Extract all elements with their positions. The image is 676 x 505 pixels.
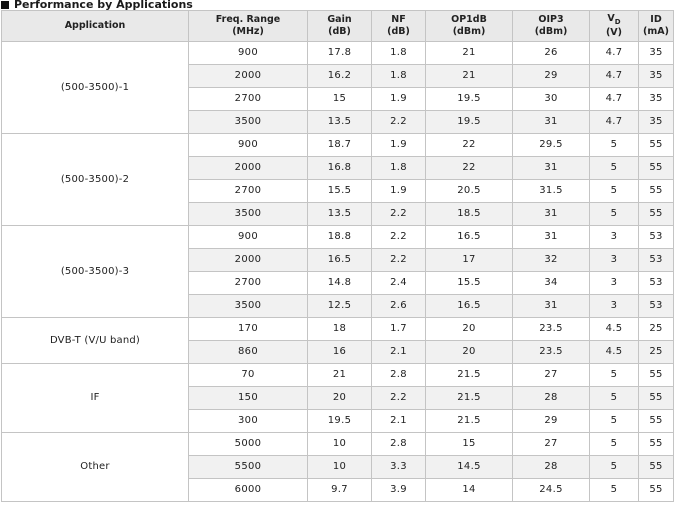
header-id-label: ID bbox=[650, 14, 662, 25]
op1db-cell: 21.5 bbox=[426, 387, 513, 410]
id-cell: 53 bbox=[639, 272, 674, 295]
id-cell: 55 bbox=[639, 364, 674, 387]
nf-cell: 1.8 bbox=[372, 65, 426, 88]
id-cell: 55 bbox=[639, 387, 674, 410]
oip3-cell: 23.5 bbox=[513, 341, 590, 364]
table-row bbox=[2, 318, 674, 341]
header-gain-unit: (dB) bbox=[328, 26, 351, 37]
vd-cell: 4.7 bbox=[590, 88, 639, 111]
freq-cell: 5500 bbox=[189, 456, 308, 479]
op1db-cell: 20 bbox=[426, 318, 513, 341]
op1db-cell: 22 bbox=[426, 134, 513, 157]
op1db-cell: 19.5 bbox=[426, 111, 513, 134]
oip3-cell: 24.5 bbox=[513, 479, 590, 502]
nf-cell: 2.2 bbox=[372, 387, 426, 410]
nf-cell: 2.2 bbox=[372, 226, 426, 249]
oip3-cell: 28 bbox=[513, 456, 590, 479]
vd-cell: 3 bbox=[590, 249, 639, 272]
oip3-cell: 30 bbox=[513, 88, 590, 111]
oip3-cell: 27 bbox=[513, 364, 590, 387]
id-cell: 35 bbox=[639, 42, 674, 65]
nf-cell: 2.2 bbox=[372, 203, 426, 226]
header-gain bbox=[308, 11, 372, 42]
nf-cell: 2.2 bbox=[372, 249, 426, 272]
gain-cell: 12.5 bbox=[308, 295, 372, 318]
vd-cell: 5 bbox=[590, 410, 639, 433]
header-freq-unit: (MHz) bbox=[232, 26, 264, 37]
vd-cell: 4.5 bbox=[590, 341, 639, 364]
freq-cell: 6000 bbox=[189, 479, 308, 502]
header-id-unit: (mA) bbox=[643, 26, 669, 37]
oip3-cell: 27 bbox=[513, 433, 590, 456]
freq-cell: 2700 bbox=[189, 272, 308, 295]
vd-cell: 5 bbox=[590, 134, 639, 157]
gain-cell: 18 bbox=[308, 318, 372, 341]
table-row bbox=[2, 433, 674, 456]
gain-cell: 21 bbox=[308, 364, 372, 387]
freq-cell: 900 bbox=[189, 226, 308, 249]
vd-cell: 5 bbox=[590, 456, 639, 479]
header-op1db bbox=[426, 11, 513, 42]
square-bullet-icon bbox=[1, 1, 9, 9]
id-cell: 53 bbox=[639, 226, 674, 249]
nf-cell: 1.7 bbox=[372, 318, 426, 341]
freq-cell: 5000 bbox=[189, 433, 308, 456]
vd-cell: 5 bbox=[590, 180, 639, 203]
gain-cell: 16.2 bbox=[308, 65, 372, 88]
freq-cell: 170 bbox=[189, 318, 308, 341]
id-cell: 25 bbox=[639, 318, 674, 341]
vd-cell: 5 bbox=[590, 479, 639, 502]
header-vd-subscript: D bbox=[614, 17, 621, 26]
vd-cell: 4.7 bbox=[590, 42, 639, 65]
id-cell: 55 bbox=[639, 433, 674, 456]
nf-cell: 2.2 bbox=[372, 111, 426, 134]
oip3-cell: 31.5 bbox=[513, 180, 590, 203]
header-op1db-label: OP1dB bbox=[451, 14, 487, 25]
header-oip3-unit: (dBm) bbox=[534, 26, 568, 37]
op1db-cell: 16.5 bbox=[426, 226, 513, 249]
freq-cell: 900 bbox=[189, 42, 308, 65]
freq-cell: 2700 bbox=[189, 180, 308, 203]
freq-cell: 2000 bbox=[189, 65, 308, 88]
gain-cell: 16 bbox=[308, 341, 372, 364]
freq-cell: 860 bbox=[189, 341, 308, 364]
nf-cell: 1.9 bbox=[372, 134, 426, 157]
freq-cell: 2000 bbox=[189, 249, 308, 272]
application-cell: DVB-T (V/U band) bbox=[2, 318, 189, 364]
header-application bbox=[2, 11, 189, 42]
application-cell: Other bbox=[2, 433, 189, 502]
vd-cell: 5 bbox=[590, 157, 639, 180]
header-freq-label: Freq. Range bbox=[215, 14, 281, 25]
freq-cell: 3500 bbox=[189, 111, 308, 134]
vd-cell: 5 bbox=[590, 364, 639, 387]
oip3-cell: 32 bbox=[513, 249, 590, 272]
freq-cell: 150 bbox=[189, 387, 308, 410]
id-cell: 53 bbox=[639, 295, 674, 318]
header-gain-label: Gain bbox=[327, 14, 352, 25]
nf-cell: 2.4 bbox=[372, 272, 426, 295]
header-application-label: Application bbox=[64, 20, 126, 31]
oip3-cell: 31 bbox=[513, 226, 590, 249]
freq-cell: 70 bbox=[189, 364, 308, 387]
section-title bbox=[0, 0, 676, 10]
oip3-cell: 28 bbox=[513, 387, 590, 410]
oip3-cell: 31 bbox=[513, 295, 590, 318]
gain-cell: 9.7 bbox=[308, 479, 372, 502]
oip3-cell: 34 bbox=[513, 272, 590, 295]
gain-cell: 19.5 bbox=[308, 410, 372, 433]
oip3-cell: 29.5 bbox=[513, 134, 590, 157]
header-row bbox=[2, 11, 674, 42]
gain-cell: 17.8 bbox=[308, 42, 372, 65]
gain-cell: 10 bbox=[308, 433, 372, 456]
performance-table bbox=[1, 10, 674, 502]
id-cell: 55 bbox=[639, 134, 674, 157]
vd-cell: 3 bbox=[590, 272, 639, 295]
application-cell: (500-3500)-2 bbox=[2, 134, 189, 226]
application-cell: (500-3500)-1 bbox=[2, 42, 189, 134]
nf-cell: 2.8 bbox=[372, 433, 426, 456]
freq-cell: 2000 bbox=[189, 157, 308, 180]
header-op1db-unit: (dBm) bbox=[452, 26, 486, 37]
oip3-cell: 29 bbox=[513, 65, 590, 88]
application-cell: IF bbox=[2, 364, 189, 433]
vd-cell: 4.5 bbox=[590, 318, 639, 341]
gain-cell: 13.5 bbox=[308, 111, 372, 134]
op1db-cell: 20.5 bbox=[426, 180, 513, 203]
gain-cell: 13.5 bbox=[308, 203, 372, 226]
oip3-cell: 26 bbox=[513, 42, 590, 65]
nf-cell: 1.9 bbox=[372, 88, 426, 111]
vd-cell: 4.7 bbox=[590, 111, 639, 134]
freq-cell: 2700 bbox=[189, 88, 308, 111]
table-body bbox=[2, 42, 674, 502]
gain-cell: 18.7 bbox=[308, 134, 372, 157]
header-nf bbox=[372, 11, 426, 42]
op1db-cell: 20 bbox=[426, 341, 513, 364]
op1db-cell: 15 bbox=[426, 433, 513, 456]
freq-cell: 3500 bbox=[189, 295, 308, 318]
op1db-cell: 21 bbox=[426, 65, 513, 88]
gain-cell: 15 bbox=[308, 88, 372, 111]
oip3-cell: 31 bbox=[513, 203, 590, 226]
nf-cell: 1.9 bbox=[372, 180, 426, 203]
id-cell: 55 bbox=[639, 479, 674, 502]
header-nf-unit: (dB) bbox=[387, 26, 410, 37]
gain-cell: 10 bbox=[308, 456, 372, 479]
op1db-cell: 18.5 bbox=[426, 203, 513, 226]
vd-cell: 3 bbox=[590, 295, 639, 318]
freq-cell: 300 bbox=[189, 410, 308, 433]
freq-cell: 900 bbox=[189, 134, 308, 157]
header-oip3 bbox=[513, 11, 590, 42]
section-title-text: Performance by Applications bbox=[14, 0, 193, 10]
header-nf-label: NF bbox=[391, 14, 406, 25]
id-cell: 55 bbox=[639, 180, 674, 203]
gain-cell: 18.8 bbox=[308, 226, 372, 249]
op1db-cell: 15.5 bbox=[426, 272, 513, 295]
op1db-cell: 21.5 bbox=[426, 410, 513, 433]
nf-cell: 1.8 bbox=[372, 42, 426, 65]
nf-cell: 3.9 bbox=[372, 479, 426, 502]
gain-cell: 20 bbox=[308, 387, 372, 410]
id-cell: 53 bbox=[639, 249, 674, 272]
application-cell: (500-3500)-3 bbox=[2, 226, 189, 318]
nf-cell: 2.8 bbox=[372, 364, 426, 387]
id-cell: 35 bbox=[639, 65, 674, 88]
op1db-cell: 21 bbox=[426, 42, 513, 65]
header-freq-range bbox=[189, 11, 308, 42]
op1db-cell: 19.5 bbox=[426, 88, 513, 111]
oip3-cell: 23.5 bbox=[513, 318, 590, 341]
gain-cell: 15.5 bbox=[308, 180, 372, 203]
op1db-cell: 22 bbox=[426, 157, 513, 180]
gain-cell: 16.5 bbox=[308, 249, 372, 272]
vd-cell: 5 bbox=[590, 387, 639, 410]
id-cell: 55 bbox=[639, 410, 674, 433]
id-cell: 55 bbox=[639, 157, 674, 180]
header-id bbox=[639, 11, 674, 42]
id-cell: 35 bbox=[639, 88, 674, 111]
op1db-cell: 16.5 bbox=[426, 295, 513, 318]
id-cell: 35 bbox=[639, 111, 674, 134]
op1db-cell: 21.5 bbox=[426, 364, 513, 387]
header-vd-unit: (V) bbox=[605, 27, 623, 39]
vd-cell: 3 bbox=[590, 226, 639, 249]
table-row bbox=[2, 226, 674, 249]
op1db-cell: 14 bbox=[426, 479, 513, 502]
vd-cell: 4.7 bbox=[590, 65, 639, 88]
op1db-cell: 17 bbox=[426, 249, 513, 272]
table-row bbox=[2, 134, 674, 157]
nf-cell: 3.3 bbox=[372, 456, 426, 479]
nf-cell: 2.1 bbox=[372, 341, 426, 364]
oip3-cell: 31 bbox=[513, 111, 590, 134]
id-cell: 55 bbox=[639, 456, 674, 479]
nf-cell: 2.1 bbox=[372, 410, 426, 433]
header-vd-label: V bbox=[607, 12, 615, 24]
nf-cell: 1.8 bbox=[372, 157, 426, 180]
header-oip3-label: OIP3 bbox=[538, 14, 564, 25]
table-row bbox=[2, 364, 674, 387]
op1db-cell: 14.5 bbox=[426, 456, 513, 479]
table-row bbox=[2, 42, 674, 65]
freq-cell: 3500 bbox=[189, 203, 308, 226]
id-cell: 55 bbox=[639, 203, 674, 226]
id-cell: 25 bbox=[639, 341, 674, 364]
nf-cell: 2.6 bbox=[372, 295, 426, 318]
gain-cell: 14.8 bbox=[308, 272, 372, 295]
gain-cell: 16.8 bbox=[308, 157, 372, 180]
oip3-cell: 31 bbox=[513, 157, 590, 180]
vd-cell: 5 bbox=[590, 433, 639, 456]
vd-cell: 5 bbox=[590, 203, 639, 226]
oip3-cell: 29 bbox=[513, 410, 590, 433]
header-vd bbox=[590, 11, 639, 42]
